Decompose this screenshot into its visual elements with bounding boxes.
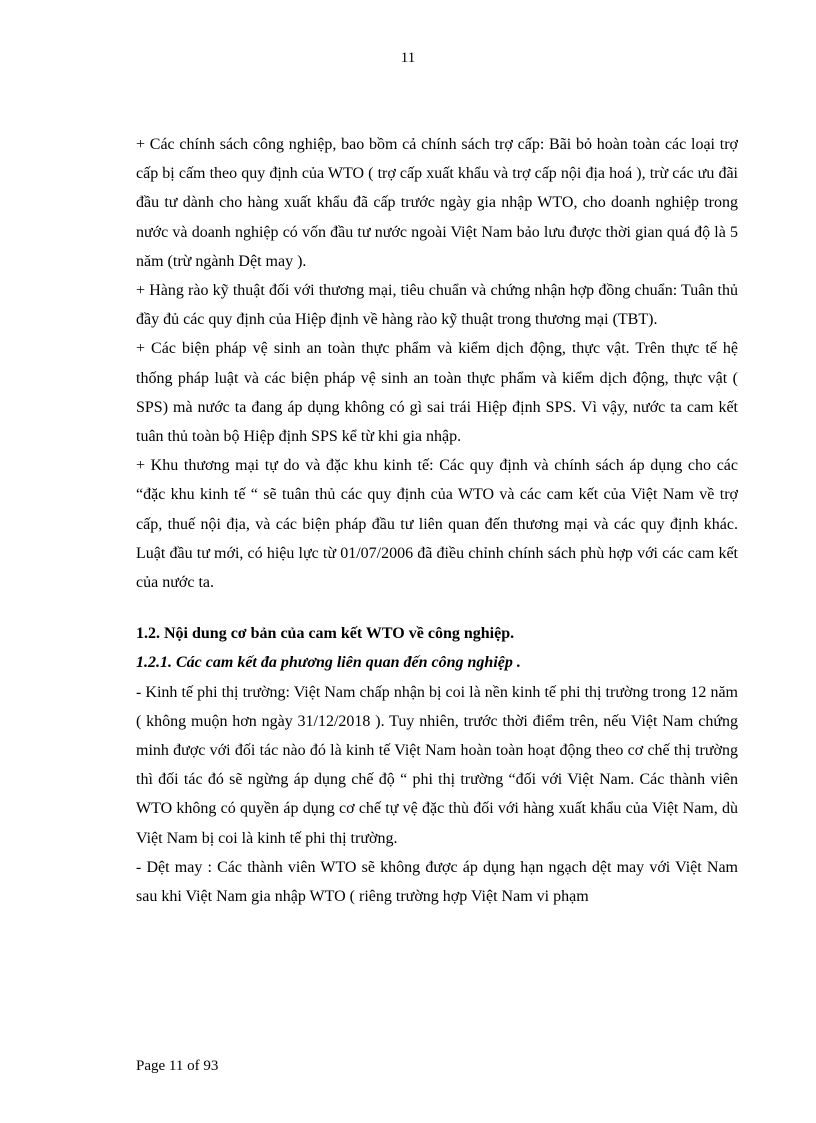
paragraph-non-market-economy: - Kinh tế phi thị trường: Việt Nam chấp nhận bị coi là nền kinh tế phi thị trường trong 12 năm ( không muộn hơn ngày 31/12/2018 ). Tuy nhiên, trước thời điểm trên, nếu Việt Nam chứng minh được với đối tác nào đó là kinh tế Việt Nam hoàn toàn hoạt động theo cơ chế thị trường thì đối tác đó sẽ ngừng áp dụng chế độ “ phi thị trường “đối với Việt Nam. Các thành viên WTO không có quyền áp dụng cơ chế tự vệ đặc thù đối với hàng xuất khẩu của Việt Nam, dù Việt Nam bị coi là kinh tế phi thị trường. bbox=[136, 683, 738, 847]
document-body bbox=[136, 130, 738, 911]
section-heading: 1.2. Nội dung cơ bản của cam kết WTO về công nghiệp. bbox=[136, 625, 515, 643]
page-number-top: 11 bbox=[400, 50, 416, 66]
paragraph-textiles: - Dệt may : Các thành viên WTO sẽ không được áp dụng hạn ngạch dệt may với Việt Nam sau khi Việt Nam gia nhập WTO ( riêng trường hợp Việt Nam vi phạm bbox=[136, 858, 738, 906]
paragraph-sanitary-measures: + Các biện pháp vệ sinh an toàn thực phẩm và kiểm dịch động, thực vật. Trên thực tế hệ thống pháp luật và các biện pháp vệ sinh an toàn thực phẩm và kiểm dịch động, thực vật ( SPS) mà nước ta đang áp dụng không có gì sai trái Hiệp định SPS. Vì vậy, nước ta cam kết tuân thủ toàn bộ Hiệp định SPS kể từ khi gia nhập. bbox=[136, 340, 738, 446]
paragraph-technical-barriers: + Hàng rào kỹ thuật đối với thương mại, tiêu chuẩn và chứng nhận hợp đồng chuẩn: Tuân thủ đầy đủ các quy định của Hiệp định về hàng rào kỹ thuật trong thương mại (TBT). bbox=[136, 282, 738, 329]
paragraph-industrial-policy: + Các chính sách công nghiệp, bao bồm cả chính sách trợ cấp: Bãi bỏ hoàn toàn các loại trợ cấp bị cấm theo quy định của WTO ( trợ cấp xuất khẩu và trợ cấp nội địa hoá ), trừ các ưu đãi đầu tư dành cho hàng xuất khẩu đã cấp trước ngày gia nhập WTO, cho doanh nghiệp trong nước và doanh nghiệp có vốn đầu tư nước ngoài Việt Nam bảo lưu được thời gian quá độ là 5 năm (trừ ngành Dệt may ). bbox=[136, 136, 738, 270]
page-footer: Page 11 of 93 bbox=[136, 1058, 219, 1074]
subsection-heading: 1.2.1. Các cam kết đa phương liên quan đến công nghiệp . bbox=[136, 654, 521, 672]
paragraph-free-trade-zones: + Khu thương mại tự do và đặc khu kinh tế: Các quy định và chính sách áp dụng cho các “đặc khu kinh tế “ sẽ tuân thủ các quy định của WTO và các cam kết của Việt Nam về trợ cấp, thuế nội địa, và các biện pháp đầu tư liên quan đến thương mại và các quy định khác. Luật đầu tư mới, có hiệu lực từ 01/07/2006 đã điều chỉnh chính sách phù hợp với các cam kết của nước ta. bbox=[136, 457, 738, 592]
